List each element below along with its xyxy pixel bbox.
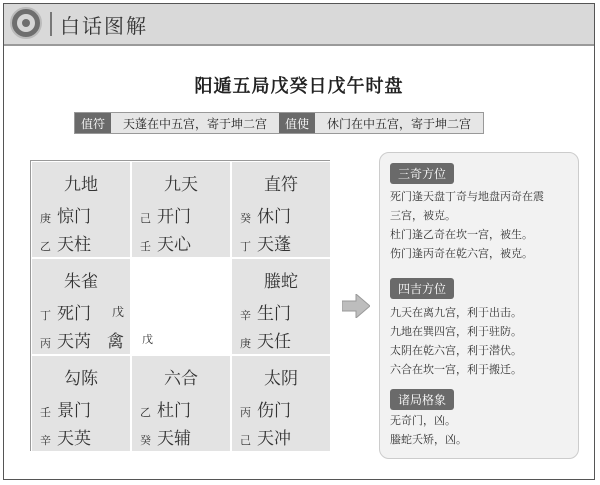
siji-section-text [390,303,570,379]
sanqi-line: 杜门逢乙奇在坎一宫，被生。 [390,228,533,241]
deity-label: 朱雀 [64,272,98,292]
stem-label: 庚 [240,337,251,350]
extra-stem-label: 戊 [111,305,124,319]
header-title: 白话图解 [60,14,148,38]
stem-label: 辛 [240,309,251,322]
stem-label: 癸 [240,212,251,225]
extra-star-label: 禽 [107,332,124,352]
deity-label: 螣蛇 [264,272,298,292]
deity-label: 勾陈 [64,369,98,389]
door-label: 景门 [57,401,91,421]
geju-line: 螣蛇夭矫，凶。 [390,433,467,446]
deity-label: 六合 [164,369,198,389]
analysis-panel [379,152,579,459]
door-label: 开门 [157,207,191,227]
palace-top-right [231,161,331,258]
palace-mid-left [31,258,131,355]
stem-label: 乙 [140,406,151,419]
stem-label: 癸 [140,434,151,447]
stem-label: 丙 [240,406,251,419]
sanqi-section-text [390,187,570,263]
star-label: 天冲 [257,429,291,449]
header-divider [50,12,52,36]
siji-line: 六合在坎一宫，利于搬迁。 [390,363,522,376]
palace-center [131,258,231,355]
sanqi-line: 死门逢天盘丁奇与地盘丙奇在震 [390,190,544,203]
siji-line: 九地在巽四宫，利于驻防。 [390,325,522,338]
deity-label: 九天 [164,175,198,195]
star-label: 天柱 [57,235,91,255]
siji-section-title: 四吉方位 [390,278,454,299]
deity-label: 直符 [264,175,298,195]
door-label: 生门 [257,304,291,324]
palace-top-mid [131,161,231,258]
star-label: 天蓬 [257,235,291,255]
door-label: 杜门 [157,401,191,421]
center-stem-label: 戊 [142,333,153,346]
chart-title: 阳遁五局戊癸日戊午时盘 [194,76,404,97]
door-label: 死门 [57,304,91,324]
zhifu-label: 值符 [75,113,111,133]
deity-label: 太阴 [264,369,298,389]
stem-label: 辛 [40,434,51,447]
stem-label: 壬 [140,240,151,253]
stem-label: 丁 [40,309,51,322]
logo-icon [10,7,42,39]
siji-line: 太阴在乾六宫，利于潜伏。 [390,344,522,357]
stem-label: 壬 [40,406,51,419]
arrow-right-icon [342,294,370,318]
star-label: 天辅 [157,429,191,449]
stem-label: 庚 [40,212,51,225]
info-bar [74,112,484,134]
palace-top-left [31,161,131,258]
star-label: 天心 [157,235,191,255]
star-label: 天芮 [57,332,91,352]
palace-mid-right [231,258,331,355]
sanqi-line: 三宫，被克。 [390,209,456,222]
stem-label: 丙 [40,337,51,350]
sanqi-line: 伤门逢丙奇在乾六宫，被克。 [390,247,533,260]
palace-bot-mid [131,355,231,452]
sanqi-section-title: 三奇方位 [390,163,454,184]
deity-label: 九地 [64,175,98,195]
palace-grid [30,160,330,451]
door-label: 休门 [257,207,291,227]
siji-line: 九天在离九宫，利于出击。 [390,306,522,319]
palace-bot-left [31,355,131,452]
geju-section-title: 诸局格象 [390,389,454,410]
geju-section-text [390,411,570,449]
stem-label: 己 [140,212,151,225]
zhishi-value: 休门在中五宫，寄于坤二宫 [315,113,483,133]
header-bar [4,4,594,46]
stem-label: 丁 [240,240,251,253]
zhishi-label: 值使 [279,113,315,133]
palace-bot-right [231,355,331,452]
star-label: 天任 [257,332,291,352]
geju-line: 无奇门，凶。 [390,414,456,427]
door-label: 惊门 [57,207,91,227]
zhifu-value: 天蓬在中五宫，寄于坤二宫 [111,113,279,133]
door-label: 伤门 [257,401,291,421]
page-frame [3,3,595,480]
stem-label: 乙 [40,240,51,253]
stem-label: 己 [240,434,251,447]
star-label: 天英 [57,429,91,449]
